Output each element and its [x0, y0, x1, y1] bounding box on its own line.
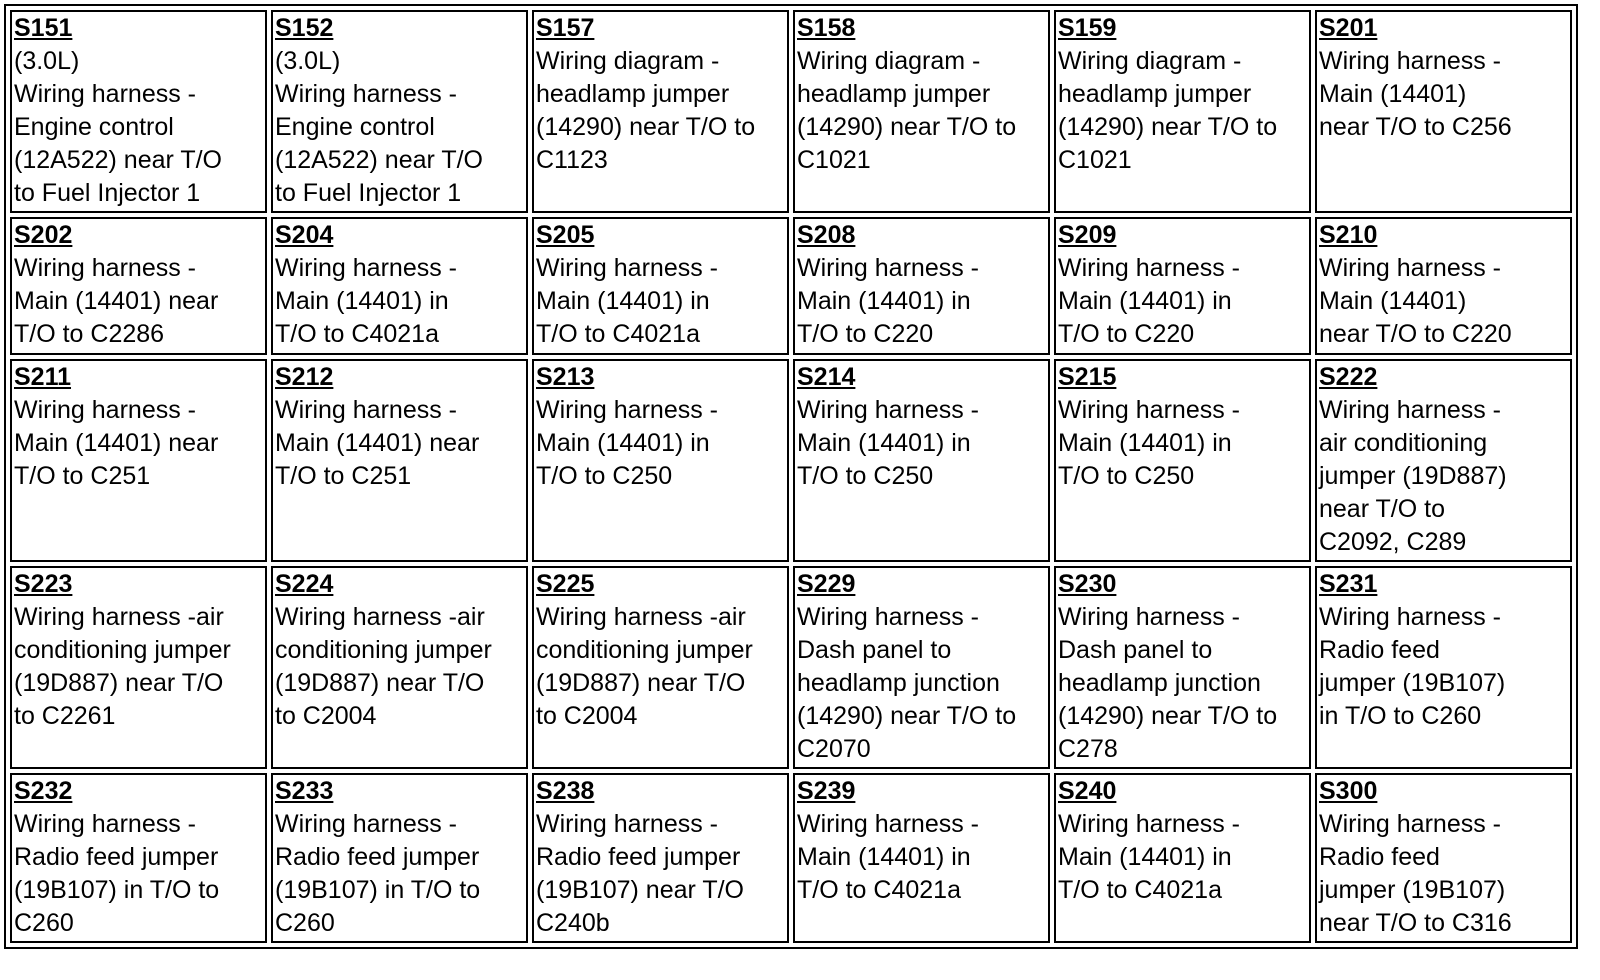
splice-cell [793, 359, 1050, 562]
splice-id: S222 [1319, 363, 1378, 391]
splice-cell [271, 217, 528, 355]
splice-id: S159 [1058, 14, 1117, 42]
splice-description: Wiring harness - Main (14401) near T/O to C220 [1319, 254, 1512, 348]
splice-description: Wiring harness - Main (14401) in T/O to C4021a [536, 254, 718, 348]
splice-id: S229 [797, 570, 856, 598]
splice-id: S239 [797, 777, 856, 805]
splice-description: Wiring harness - Main (14401) near T/O to C251 [14, 396, 219, 490]
splice-id: S223 [14, 570, 73, 598]
splice-id: S224 [275, 570, 334, 598]
splice-description: Wiring harness - Main (14401) in T/O to C220 [1058, 254, 1240, 348]
splice-description: Wiring harness - Radio feed jumper (19B107) in T/O to C260 [1319, 603, 1506, 730]
splice-row [10, 217, 1572, 355]
splice-cell [532, 359, 789, 562]
splice-description: Wiring harness - Main (14401) in T/O to C4021a [275, 254, 457, 348]
splice-cell [532, 773, 789, 943]
splice-description: Wiring harness - Main (14401) in T/O to C250 [1058, 396, 1240, 490]
splice-cell [10, 217, 267, 355]
splice-cell [1054, 217, 1311, 355]
splice-id: S210 [1319, 221, 1378, 249]
splice-cell [271, 773, 528, 943]
splice-cell [793, 10, 1050, 213]
splice-id: S152 [275, 14, 334, 42]
splice-row [10, 566, 1572, 769]
splice-cell [532, 566, 789, 769]
splice-row [10, 359, 1572, 562]
splice-id: S215 [1058, 363, 1117, 391]
splice-description: Wiring harness -air conditioning jumper (19D887) near T/O to C2261 [14, 603, 231, 730]
splice-cell [1315, 10, 1572, 213]
splice-id: S240 [1058, 777, 1117, 805]
splice-id: S212 [275, 363, 334, 391]
splice-id: S238 [536, 777, 595, 805]
splice-description: Wiring diagram - headlamp jumper (14290) near T/O to C1123 [536, 47, 756, 174]
splice-id: S231 [1319, 570, 1378, 598]
splice-id: S205 [536, 221, 595, 249]
splice-description: Wiring harness - Main (14401) near T/O to C2286 [14, 254, 219, 348]
splice-description: Wiring diagram - headlamp jumper (14290) near T/O to C1021 [797, 47, 1017, 174]
splice-description: Wiring harness - Main (14401) near T/O to C251 [275, 396, 480, 490]
splice-cell [271, 566, 528, 769]
splice-cell [793, 217, 1050, 355]
splice-description: Wiring harness - air conditioning jumper (19D887) near T/O to C2092, C289 [1319, 396, 1507, 556]
splice-id: S158 [797, 14, 856, 42]
splice-id: S151 [14, 14, 73, 42]
splice-id: S201 [1319, 14, 1378, 42]
splice-id: S202 [14, 221, 73, 249]
splice-cell [10, 359, 267, 562]
splice-id: S209 [1058, 221, 1117, 249]
splice-id: S233 [275, 777, 334, 805]
splice-row [10, 10, 1572, 213]
splice-cell [793, 566, 1050, 769]
splice-description: Wiring harness - Dash panel to headlamp junction (14290) near T/O to C2070 [797, 603, 1017, 763]
splice-description: Wiring harness - Dash panel to headlamp junction (14290) near T/O to C278 [1058, 603, 1278, 763]
splice-location-table [4, 4, 1578, 949]
splice-cell [10, 10, 267, 213]
splice-description: Wiring harness - Radio feed jumper (19B107) near T/O C240b [536, 810, 744, 937]
splice-cell [271, 10, 528, 213]
splice-id: S300 [1319, 777, 1378, 805]
splice-cell [1054, 566, 1311, 769]
splice-id: S230 [1058, 570, 1117, 598]
splice-id: S204 [275, 221, 334, 249]
splice-id: S157 [536, 14, 595, 42]
splice-cell [1054, 773, 1311, 943]
splice-id: S225 [536, 570, 595, 598]
splice-cell [10, 566, 267, 769]
splice-description: Wiring harness - Main (14401) in T/O to C250 [797, 396, 979, 490]
splice-description: Wiring harness - Radio feed jumper (19B107) in T/O to C260 [275, 810, 481, 937]
splice-cell [793, 773, 1050, 943]
splice-description: Wiring harness - Main (14401) near T/O to C256 [1319, 47, 1512, 141]
splice-description: Wiring harness -air conditioning jumper (19D887) near T/O to C2004 [536, 603, 753, 730]
splice-cell [1315, 566, 1572, 769]
splice-cell [1054, 359, 1311, 562]
splice-row [10, 773, 1572, 943]
splice-cell [532, 10, 789, 213]
splice-table-body [10, 10, 1572, 943]
splice-id: S208 [797, 221, 856, 249]
splice-id: S214 [797, 363, 856, 391]
splice-description: (3.0L) Wiring harness - Engine control (12A522) near T/O to Fuel Injector 1 [14, 47, 222, 207]
splice-id: S213 [536, 363, 595, 391]
splice-description: Wiring harness - Main (14401) in T/O to C250 [536, 396, 718, 490]
splice-cell [1315, 217, 1572, 355]
splice-cell [532, 217, 789, 355]
splice-description: Wiring harness - Main (14401) in T/O to C4021a [1058, 810, 1240, 904]
splice-description: Wiring diagram - headlamp jumper (14290) near T/O to C1021 [1058, 47, 1278, 174]
splice-id: S211 [14, 363, 72, 391]
splice-description: Wiring harness - Radio feed jumper (19B107) near T/O to C316 [1319, 810, 1512, 937]
splice-cell [1315, 359, 1572, 562]
splice-description: Wiring harness -air conditioning jumper (19D887) near T/O to C2004 [275, 603, 492, 730]
splice-cell [1315, 773, 1572, 943]
splice-description: Wiring harness - Main (14401) in T/O to C220 [797, 254, 979, 348]
splice-description: Wiring harness - Radio feed jumper (19B107) in T/O to C260 [14, 810, 220, 937]
splice-description: Wiring harness - Main (14401) in T/O to C4021a [797, 810, 979, 904]
splice-cell [1054, 10, 1311, 213]
splice-description: (3.0L) Wiring harness - Engine control (12A522) near T/O to Fuel Injector 1 [275, 47, 483, 207]
splice-cell [10, 773, 267, 943]
splice-cell [271, 359, 528, 562]
splice-id: S232 [14, 777, 73, 805]
